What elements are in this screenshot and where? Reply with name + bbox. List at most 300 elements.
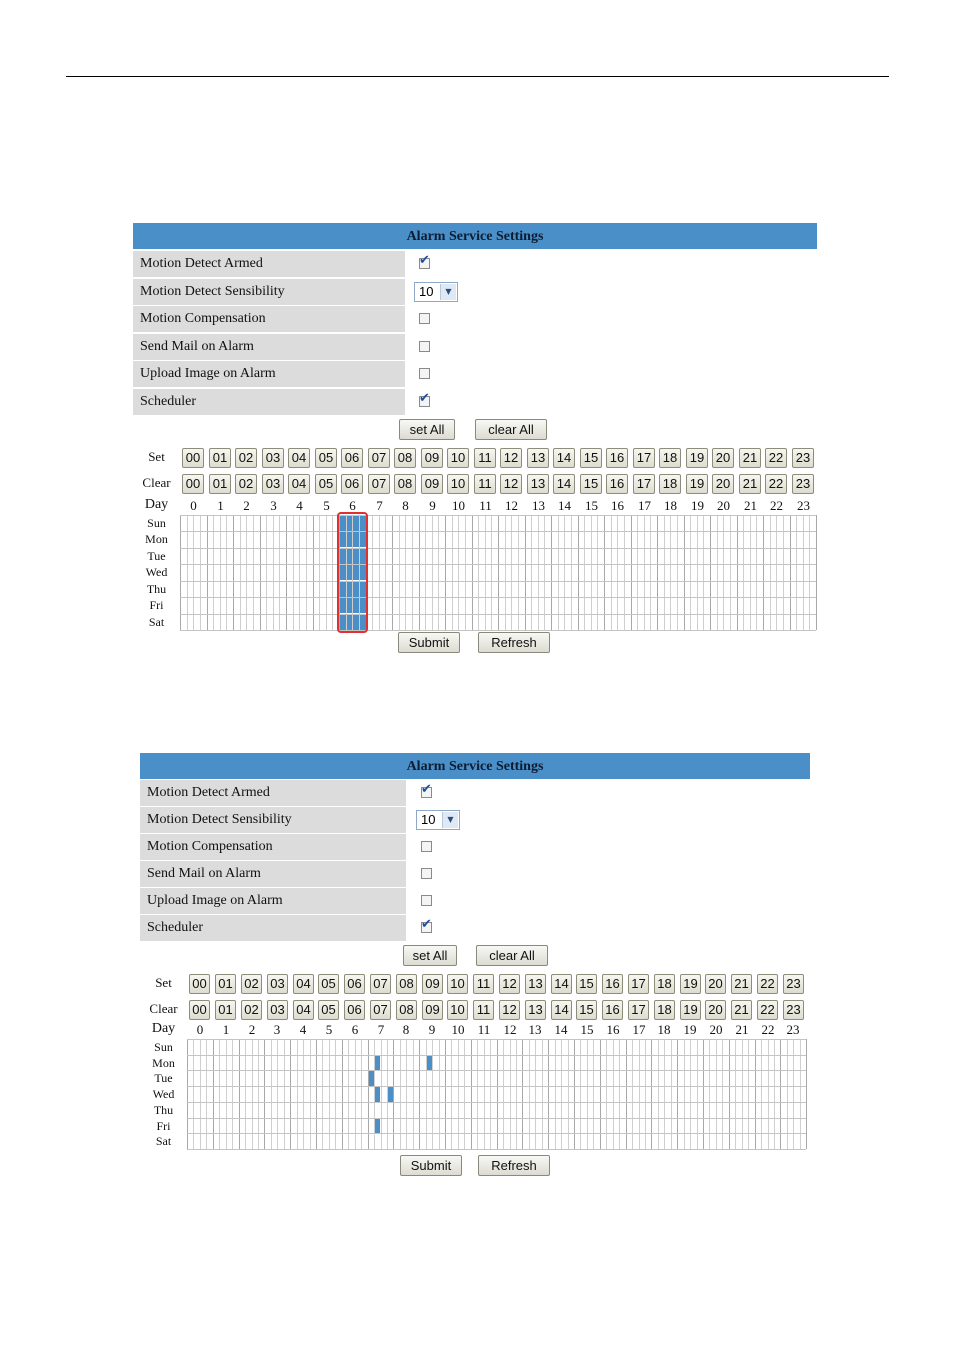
set-hour-button[interactable]: 02 <box>235 448 257 468</box>
setting-label: Send Mail on Alarm <box>133 334 405 360</box>
clear-all-button[interactable]: clear All <box>475 419 547 440</box>
hour-number: 6 <box>351 1022 359 1037</box>
grid-line <box>180 581 816 582</box>
hour-number: 18 <box>657 1022 671 1037</box>
clear-hour-button[interactable]: 23 <box>783 1000 804 1020</box>
grid-line <box>803 515 804 630</box>
set-hour-button[interactable]: 16 <box>606 448 628 468</box>
clear-hour-button[interactable]: 07 <box>368 474 390 494</box>
grid-line <box>299 515 300 630</box>
refresh-button[interactable]: Refresh <box>478 632 550 653</box>
clear-hour-button[interactable]: 17 <box>628 1000 649 1020</box>
set-hour-button[interactable]: 22 <box>757 974 778 994</box>
settings-row <box>133 334 817 360</box>
grid-line <box>631 515 632 630</box>
grid-line <box>187 1086 806 1087</box>
grid-line <box>644 515 645 630</box>
grid-line <box>187 1149 806 1150</box>
clear-hour-button[interactable]: 20 <box>712 474 734 494</box>
hour-number: 9 <box>428 1022 436 1037</box>
grid-line <box>180 531 816 532</box>
setting-value <box>407 279 817 305</box>
setting-checkbox[interactable] <box>419 313 430 324</box>
grid-line <box>187 1039 806 1040</box>
set-hour-button[interactable]: 12 <box>500 448 522 468</box>
clear-hour-button[interactable]: 17 <box>633 474 655 494</box>
set-hour-button[interactable]: 20 <box>705 974 726 994</box>
set-hour-button[interactable]: 05 <box>318 974 339 994</box>
grid-line <box>226 515 227 630</box>
set-hour-button[interactable]: 06 <box>344 974 365 994</box>
check-mark-icon: ✔ <box>421 782 432 797</box>
clear-row-label: Clear <box>149 1001 178 1016</box>
grid-line <box>306 515 307 630</box>
clear-hour-button[interactable]: 22 <box>765 474 787 494</box>
grid-line <box>730 515 731 630</box>
hour-number: 23 <box>797 498 810 513</box>
select-value: 10 <box>421 812 436 827</box>
clear-hour-button[interactable]: 03 <box>262 474 284 494</box>
setting-checkbox[interactable] <box>421 895 432 906</box>
grid-line <box>385 515 386 630</box>
clear-hour-button[interactable]: 09 <box>421 474 443 494</box>
grid-line <box>518 515 519 630</box>
clear-hour-button[interactable]: 18 <box>659 474 681 494</box>
clear-hour-button[interactable]: 04 <box>288 474 310 494</box>
schedule-slot-selected[interactable] <box>375 1119 380 1134</box>
grid-line <box>187 1070 806 1071</box>
set-hour-button[interactable]: 08 <box>396 974 417 994</box>
grid-line <box>246 515 247 630</box>
clear-hour-button[interactable]: 08 <box>396 1000 417 1020</box>
set-hour-button[interactable]: 11 <box>473 974 494 994</box>
hour-number: 23 <box>786 1022 800 1037</box>
set-hour-button[interactable]: 15 <box>576 974 597 994</box>
settings-row <box>140 888 810 914</box>
hour-number: 12 <box>505 498 518 513</box>
hour-number: 0 <box>196 1022 204 1037</box>
day-label: Mon <box>152 1056 175 1070</box>
grid-line <box>756 515 757 630</box>
clear-hour-button[interactable]: 06 <box>344 1000 365 1020</box>
clear-all-button[interactable]: clear All <box>476 945 548 966</box>
grid-line <box>465 515 466 630</box>
set-hour-button[interactable]: 05 <box>315 448 337 468</box>
schedule-grid[interactable] <box>187 1039 806 1149</box>
grid-line <box>180 548 816 549</box>
grid-line <box>763 515 764 630</box>
clear-hour-button[interactable]: 21 <box>731 1000 752 1020</box>
set-hour-button[interactable]: 07 <box>370 974 391 994</box>
settings-row <box>133 251 817 277</box>
grid-line <box>220 515 221 630</box>
submit-button[interactable]: Submit <box>398 632 460 653</box>
set-hour-button[interactable]: 01 <box>209 448 231 468</box>
check-mark-icon: ✔ <box>421 917 432 932</box>
sensibility-select[interactable] <box>416 810 460 830</box>
setting-value <box>408 888 810 914</box>
grid-line <box>770 515 771 630</box>
panel-title: Alarm Service Settings <box>140 753 810 779</box>
grid-line <box>180 515 816 516</box>
clear-hour-button[interactable]: 14 <box>551 1000 572 1020</box>
setting-value <box>408 915 810 941</box>
grid-line <box>372 515 373 630</box>
day-label: Tue <box>147 549 166 563</box>
day-label: Sun <box>147 516 166 530</box>
settings-row <box>140 780 810 806</box>
day-label: Fri <box>156 1119 171 1133</box>
day-label: Fri <box>149 598 164 612</box>
set-hour-button[interactable]: 21 <box>739 448 761 468</box>
day-row-label: Day <box>144 497 169 512</box>
setting-checkbox[interactable] <box>419 341 430 352</box>
set-hour-button[interactable]: 06 <box>341 448 363 468</box>
set-hour-button[interactable]: 19 <box>686 448 708 468</box>
setting-label: Upload Image on Alarm <box>140 888 406 914</box>
grid-line <box>809 515 810 630</box>
grid-line <box>491 515 492 630</box>
day-row-label: Day <box>151 1021 176 1036</box>
grid-line <box>611 515 612 630</box>
grid-line <box>187 1118 806 1119</box>
clear-hour-button[interactable]: 11 <box>474 474 496 494</box>
grid-line <box>624 515 625 630</box>
hour-number: 0 <box>190 498 197 513</box>
setting-label: Motion Detect Sensibility <box>140 807 406 833</box>
grid-line <box>677 515 678 630</box>
grid-line <box>511 515 512 630</box>
clear-hour-button[interactable]: 00 <box>189 1000 210 1020</box>
grid-line <box>180 614 816 615</box>
set-hour-button[interactable]: 15 <box>580 448 602 468</box>
setting-value <box>407 251 817 277</box>
grid-line <box>571 515 572 630</box>
set-hour-button[interactable]: 00 <box>182 448 204 468</box>
hour-number: 1 <box>222 1022 230 1037</box>
grid-line <box>584 515 585 630</box>
hour-number: 1 <box>217 498 224 513</box>
grid-line <box>180 597 816 598</box>
chevron-down-icon: ▼ <box>440 284 456 300</box>
setting-checkbox[interactable] <box>419 391 430 407</box>
set-hour-button[interactable]: 07 <box>368 448 390 468</box>
grid-line <box>180 564 816 565</box>
set-hour-button[interactable]: 11 <box>474 448 496 468</box>
set-hour-button[interactable]: 18 <box>659 448 681 468</box>
grid-line <box>213 515 214 630</box>
clear-hour-button[interactable]: 04 <box>293 1000 314 1020</box>
clear-hour-button[interactable]: 05 <box>315 474 337 494</box>
refresh-button[interactable]: Refresh <box>478 1155 550 1176</box>
setting-checkbox[interactable] <box>419 253 430 269</box>
grid-line <box>187 1133 806 1134</box>
hour-number: 6 <box>349 498 356 513</box>
set-hour-button[interactable]: 03 <box>267 974 288 994</box>
grid-line <box>452 515 453 630</box>
highlight-box <box>337 512 368 633</box>
clear-hour-button[interactable]: 23 <box>792 474 814 494</box>
clear-hour-button[interactable]: 13 <box>527 474 549 494</box>
clear-hour-button[interactable]: 03 <box>267 1000 288 1020</box>
setting-label: Motion Detect Sensibility <box>133 279 405 305</box>
grid-line <box>458 515 459 630</box>
grid-line <box>710 515 711 630</box>
grid-line <box>531 515 532 630</box>
sensibility-select[interactable] <box>414 282 458 302</box>
grid-line <box>564 515 565 630</box>
hour-number: 22 <box>770 498 783 513</box>
setting-value <box>408 861 810 887</box>
grid-line <box>233 515 234 630</box>
grid-line <box>776 515 777 630</box>
schedule-slot-selected[interactable] <box>375 1056 380 1071</box>
settings-row <box>133 306 817 332</box>
grid-line <box>425 515 426 630</box>
day-label: Wed <box>145 565 168 579</box>
grid-line <box>657 515 658 630</box>
hour-number: 9 <box>429 498 436 513</box>
set-hour-button[interactable]: 13 <box>525 974 546 994</box>
chevron-down-icon: ▼ <box>442 812 458 828</box>
set-hour-button[interactable]: 10 <box>447 448 469 468</box>
day-label: Thu <box>153 1103 174 1117</box>
setting-checkbox[interactable] <box>421 782 432 798</box>
hour-number: 7 <box>376 498 383 513</box>
set-hour-button[interactable]: 18 <box>654 974 675 994</box>
grid-line <box>743 515 744 630</box>
set-hour-button[interactable]: 14 <box>551 974 572 994</box>
setting-checkbox[interactable] <box>421 841 432 852</box>
grid-line <box>790 515 791 630</box>
clear-hour-button[interactable]: 14 <box>553 474 575 494</box>
clear-hour-button[interactable]: 08 <box>394 474 416 494</box>
grid-line <box>472 515 473 630</box>
grid-line <box>286 515 287 630</box>
grid-line <box>180 515 181 630</box>
grid-line <box>419 515 420 630</box>
grid-line <box>697 515 698 630</box>
day-label: Mon <box>145 532 168 546</box>
schedule-grid[interactable] <box>180 515 816 630</box>
select-value: 10 <box>419 284 434 299</box>
grid-line <box>279 515 280 630</box>
clear-hour-button[interactable]: 15 <box>576 1000 597 1020</box>
set-all-button[interactable]: set All <box>403 945 457 966</box>
clear-hour-button[interactable]: 06 <box>341 474 363 494</box>
hour-number: 11 <box>479 498 492 513</box>
clear-hour-button[interactable]: 07 <box>370 1000 391 1020</box>
grid-line <box>273 515 274 630</box>
grid-line <box>293 515 294 630</box>
set-hour-button[interactable]: 23 <box>792 448 814 468</box>
set-hour-button[interactable]: 16 <box>602 974 623 994</box>
set-hour-button[interactable]: 04 <box>293 974 314 994</box>
grid-line <box>266 515 267 630</box>
hour-number: 14 <box>558 498 571 513</box>
clear-hour-button[interactable]: 18 <box>654 1000 675 1020</box>
set-hour-button[interactable]: 10 <box>447 974 468 994</box>
hour-number: 8 <box>402 498 409 513</box>
grid-line <box>332 515 333 630</box>
grid-line <box>445 515 446 630</box>
set-hour-button[interactable]: 21 <box>731 974 752 994</box>
setting-value <box>408 807 810 833</box>
set-hour-button[interactable]: 14 <box>553 448 575 468</box>
clear-hour-button[interactable]: 16 <box>606 474 628 494</box>
grid-line <box>240 515 241 630</box>
set-hour-button[interactable]: 08 <box>394 448 416 468</box>
hour-number: 20 <box>717 498 730 513</box>
hour-number: 14 <box>554 1022 568 1037</box>
clear-hour-button[interactable]: 01 <box>209 474 231 494</box>
clear-hour-button[interactable]: 01 <box>215 1000 236 1020</box>
hour-number: 5 <box>323 498 330 513</box>
grid-line <box>525 515 526 630</box>
grid-line <box>200 515 201 630</box>
grid-line <box>544 515 545 630</box>
grid-line <box>783 515 784 630</box>
set-hour-button[interactable]: 12 <box>499 974 520 994</box>
hour-number: 15 <box>580 1022 594 1037</box>
hour-number: 4 <box>299 1022 307 1037</box>
clear-hour-button[interactable]: 19 <box>680 1000 701 1020</box>
setting-label: Motion Compensation <box>140 834 406 860</box>
setting-label: Motion Detect Armed <box>133 251 405 277</box>
clear-hour-button[interactable]: 21 <box>739 474 761 494</box>
grid-line <box>578 515 579 630</box>
grid-line <box>604 515 605 630</box>
grid-line <box>558 515 559 630</box>
clear-hour-button[interactable]: 11 <box>473 1000 494 1020</box>
hour-number: 13 <box>528 1022 542 1037</box>
clear-hour-button[interactable]: 02 <box>235 474 257 494</box>
grid-line <box>432 515 433 630</box>
clear-hour-button[interactable]: 19 <box>686 474 708 494</box>
grid-line <box>187 515 188 630</box>
settings-row <box>140 807 810 833</box>
grid-line <box>796 515 797 630</box>
grid-line <box>690 515 691 630</box>
set-hour-button[interactable]: 13 <box>527 448 549 468</box>
hour-number: 10 <box>452 498 465 513</box>
hour-number: 11 <box>477 1022 491 1037</box>
hour-number: 8 <box>402 1022 410 1037</box>
clear-hour-button[interactable]: 10 <box>447 1000 468 1020</box>
grid-line <box>750 515 751 630</box>
hour-number: 5 <box>325 1022 333 1037</box>
hour-number: 15 <box>585 498 598 513</box>
page-top-rule <box>66 76 889 77</box>
check-mark-icon: ✔ <box>419 253 430 268</box>
set-hour-button[interactable]: 17 <box>628 974 649 994</box>
day-label: Wed <box>152 1087 175 1101</box>
clear-hour-button[interactable]: 05 <box>318 1000 339 1020</box>
hour-number: 4 <box>296 498 303 513</box>
set-hour-button[interactable]: 22 <box>765 448 787 468</box>
set-hour-button[interactable]: 04 <box>288 448 310 468</box>
clear-hour-button[interactable]: 13 <box>525 1000 546 1020</box>
setting-value <box>407 361 817 387</box>
submit-button[interactable]: Submit <box>400 1155 462 1176</box>
setting-label: Scheduler <box>140 915 406 941</box>
hour-number: 17 <box>632 1022 646 1037</box>
setting-label: Motion Compensation <box>133 306 405 332</box>
grid-line <box>684 515 685 630</box>
grid-line <box>207 515 208 630</box>
hour-number: 21 <box>735 1022 749 1037</box>
setting-value <box>408 834 810 860</box>
clear-hour-button[interactable]: 15 <box>580 474 602 494</box>
clear-hour-button[interactable]: 16 <box>602 1000 623 1020</box>
grid-line <box>670 515 671 630</box>
clear-hour-button[interactable]: 09 <box>422 1000 443 1020</box>
grid-line <box>253 515 254 630</box>
set-hour-button[interactable]: 03 <box>262 448 284 468</box>
panel-title: Alarm Service Settings <box>133 223 817 249</box>
clear-hour-button[interactable]: 10 <box>447 474 469 494</box>
set-hour-button[interactable]: 02 <box>241 974 262 994</box>
hour-number: 3 <box>273 1022 281 1037</box>
hour-number: 20 <box>709 1022 723 1037</box>
day-label: Sat <box>155 1134 172 1148</box>
grid-line <box>485 515 486 630</box>
hour-number: 21 <box>744 498 757 513</box>
grid-line <box>326 515 327 630</box>
hour-number: 17 <box>638 498 651 513</box>
setting-value <box>407 334 817 360</box>
clear-hour-button[interactable]: 22 <box>757 1000 778 1020</box>
setting-checkbox[interactable] <box>421 917 432 933</box>
set-hour-button[interactable]: 20 <box>712 448 734 468</box>
grid-line <box>498 515 499 630</box>
hour-number: 16 <box>611 498 624 513</box>
setting-checkbox[interactable] <box>421 868 432 879</box>
grid-line <box>703 515 704 630</box>
settings-row <box>133 279 817 305</box>
clear-hour-button[interactable]: 12 <box>500 474 522 494</box>
grid-line <box>717 515 718 630</box>
hour-number: 10 <box>451 1022 465 1037</box>
grid-line <box>737 515 738 630</box>
set-row-label: Set <box>148 449 165 464</box>
set-hour-button[interactable]: 23 <box>783 974 804 994</box>
set-hour-button[interactable]: 17 <box>633 448 655 468</box>
set-all-button[interactable]: set All <box>399 419 455 440</box>
grid-line <box>412 515 413 630</box>
grid-line <box>816 515 817 630</box>
setting-label: Send Mail on Alarm <box>140 861 406 887</box>
hour-number: 16 <box>606 1022 620 1037</box>
clear-hour-button[interactable]: 00 <box>182 474 204 494</box>
hour-number: 19 <box>691 498 704 513</box>
hour-number: 22 <box>761 1022 775 1037</box>
grid-line <box>187 1102 806 1103</box>
setting-value <box>408 780 810 806</box>
hour-number: 19 <box>683 1022 697 1037</box>
set-hour-button[interactable]: 09 <box>422 974 443 994</box>
schedule-slot-selected[interactable] <box>375 1087 380 1102</box>
set-hour-button[interactable]: 00 <box>189 974 210 994</box>
set-hour-button[interactable]: 09 <box>421 448 443 468</box>
set-hour-button[interactable]: 19 <box>680 974 701 994</box>
setting-checkbox[interactable] <box>419 368 430 379</box>
set-hour-button[interactable]: 01 <box>215 974 236 994</box>
clear-hour-button[interactable]: 20 <box>705 1000 726 1020</box>
settings-row <box>133 361 817 387</box>
clear-hour-button[interactable]: 12 <box>499 1000 520 1020</box>
clear-hour-button[interactable]: 02 <box>241 1000 262 1020</box>
